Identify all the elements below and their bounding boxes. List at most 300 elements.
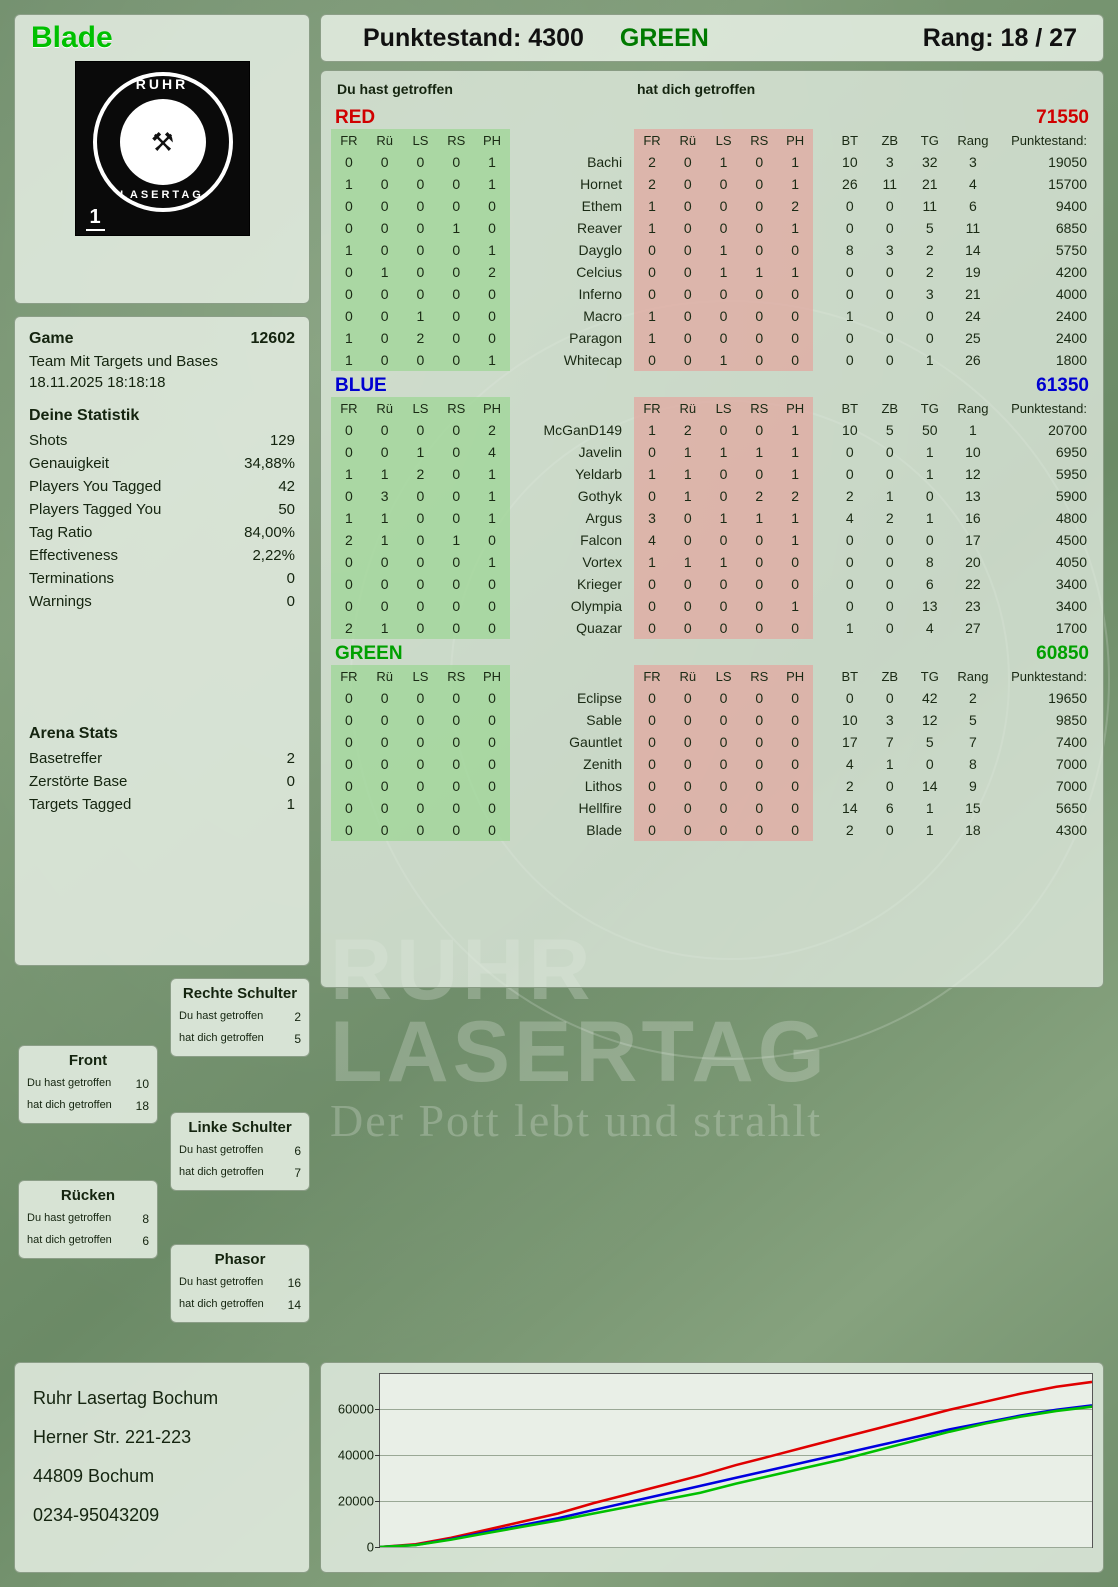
cell-bases-destroyed: 3 [885, 712, 894, 728]
cell-rank: 12 [965, 466, 981, 482]
game-mode: Team Mit Targets und Bases [29, 353, 218, 370]
player-name[interactable]: Lithos [584, 778, 623, 794]
cell-basehits: 4 [845, 756, 854, 772]
player-name[interactable]: Blade [586, 822, 623, 838]
player-name[interactable]: Yeldarb [575, 466, 623, 482]
table-row[interactable] [331, 305, 1093, 327]
cell-points: 6850 [1055, 220, 1087, 236]
player-name[interactable]: Vortex [582, 554, 623, 570]
cell-points: 7000 [1055, 778, 1087, 794]
zone-hit-label: Du hast getroffen [179, 1010, 264, 1022]
table-row[interactable] [331, 283, 1093, 305]
cell-targets: 1 [925, 466, 934, 482]
table-row[interactable] [331, 753, 1093, 775]
cell-tagged-you: 0 [777, 349, 813, 371]
cell-targets: 21 [922, 176, 938, 192]
cell-you-tagged: 1 [438, 529, 474, 551]
team-table-red [331, 129, 1093, 371]
cell-rank: 19 [965, 264, 981, 280]
cell-basehits: 14 [842, 800, 858, 816]
chart-ytick-label: 40000 [337, 1447, 374, 1463]
cell-you-tagged: 0 [403, 507, 439, 529]
cell-gap [813, 687, 830, 709]
zone-hit-value: 6 [294, 1144, 301, 1158]
hit-zone-back [18, 1180, 158, 1259]
stat-row [29, 498, 295, 521]
cell-tagged-you: 1 [706, 441, 742, 463]
stat-row [29, 475, 295, 498]
zone-got-value: 7 [294, 1166, 301, 1180]
cell-tagged-you: 0 [634, 753, 670, 775]
chart-ytick-label: 0 [366, 1539, 374, 1555]
cell-tagged-you: 0 [670, 687, 706, 709]
cell-targets: 1 [925, 800, 934, 816]
zone-title: Phasor [214, 1251, 266, 1268]
table-row[interactable] [331, 217, 1093, 239]
cell-bases-destroyed: 1 [885, 488, 894, 504]
cell-targets: 1 [925, 510, 934, 526]
table-row[interactable] [331, 797, 1093, 819]
cell-tagged-you: 1 [706, 151, 742, 173]
cell-you-tagged: 0 [438, 283, 474, 305]
cell-gap [813, 419, 830, 441]
cell-tagged-you: 0 [741, 731, 777, 753]
cell-you-tagged: 0 [403, 731, 439, 753]
player-name[interactable]: Argus [585, 510, 623, 526]
cell-basehits: 26 [842, 176, 858, 192]
cell-points: 4200 [1055, 264, 1087, 280]
cell-points: 20700 [1048, 422, 1087, 438]
col-header-right-LS: LS [706, 397, 742, 419]
cell-you-tagged: 2 [403, 327, 439, 349]
cell-tagged-you: 0 [706, 173, 742, 195]
col-header-name [510, 665, 634, 687]
table-row[interactable] [331, 151, 1093, 173]
table-row[interactable] [331, 261, 1093, 283]
cell-you-tagged: 0 [403, 595, 439, 617]
cell-basehits: 4 [845, 510, 854, 526]
cell-tagged-you: 0 [741, 327, 777, 349]
cell-you-tagged: 0 [331, 551, 367, 573]
cell-bases-destroyed: 0 [885, 466, 894, 482]
cell-tagged-you: 0 [670, 305, 706, 327]
cell-bases-destroyed: 0 [885, 330, 894, 346]
player-name[interactable]: Macro [583, 308, 623, 324]
cell-tagged-you: 2 [741, 485, 777, 507]
cell-points: 4800 [1055, 510, 1087, 526]
team-table-blue [331, 397, 1093, 639]
cell-tagged-you: 0 [777, 283, 813, 305]
cell-tagged-you: 0 [706, 753, 742, 775]
cell-targets: 4 [925, 620, 934, 636]
cell-tagged-you: 2 [670, 419, 706, 441]
cell-tagged-you: 0 [634, 441, 670, 463]
table-row[interactable] [331, 731, 1093, 753]
cell-tagged-you: 0 [634, 283, 670, 305]
cell-targets: 6 [925, 576, 934, 592]
cell-tagged-you: 0 [670, 239, 706, 261]
col-header-ZB: ZB [881, 132, 899, 148]
table-row[interactable] [331, 709, 1093, 731]
zone-got-value: 18 [135, 1099, 149, 1113]
cell-you-tagged: 1 [403, 305, 439, 327]
cell-you-tagged: 0 [403, 151, 439, 173]
cell-you-tagged: 0 [438, 239, 474, 261]
cell-rank: 6 [969, 198, 977, 214]
cell-tagged-you: 0 [741, 239, 777, 261]
cell-rank: 2 [969, 690, 977, 706]
cell-you-tagged: 0 [403, 529, 439, 551]
cell-tagged-you: 1 [634, 419, 670, 441]
player-name[interactable]: Hornet [580, 176, 623, 192]
cell-tagged-you: 0 [741, 595, 777, 617]
cell-you-tagged: 0 [474, 797, 510, 819]
cell-tagged-you: 0 [634, 819, 670, 841]
cell-you-tagged: 0 [367, 217, 403, 239]
cell-you-tagged: 0 [403, 349, 439, 371]
cell-basehits: 10 [842, 154, 858, 170]
stat-label: Effectiveness [29, 547, 118, 564]
cell-tagged-you: 0 [634, 595, 670, 617]
player-name[interactable]: Gothyk [577, 488, 623, 504]
cell-rank: 13 [965, 488, 981, 504]
table-row[interactable] [331, 419, 1093, 441]
player-name[interactable]: Gauntlet [569, 734, 623, 750]
cell-rank: 3 [969, 154, 977, 170]
cell-gap [813, 529, 830, 551]
table-row[interactable] [331, 485, 1093, 507]
player-name[interactable]: Paragon [569, 330, 623, 346]
team-header-red [331, 103, 1093, 129]
cell-you-tagged: 0 [367, 349, 403, 371]
game-id: 12602 [250, 330, 295, 347]
cell-you-tagged: 0 [403, 551, 439, 573]
cell-points: 7400 [1055, 734, 1087, 750]
cell-bases-destroyed: 0 [885, 822, 894, 838]
cell-basehits: 8 [845, 242, 854, 258]
cell-you-tagged: 1 [331, 239, 367, 261]
cell-tagged-you: 0 [741, 529, 777, 551]
cell-tagged-you: 1 [670, 463, 706, 485]
cell-tagged-you: 0 [706, 617, 742, 639]
cell-you-tagged: 0 [403, 753, 439, 775]
table-row[interactable] [331, 195, 1093, 217]
cell-rank: 17 [965, 532, 981, 548]
cell-you-tagged: 1 [474, 239, 510, 261]
hit-zone-left-shoulder [170, 1112, 310, 1191]
cell-basehits: 2 [845, 778, 854, 794]
zone-hit-label: Du hast getroffen [179, 1144, 264, 1156]
cell-you-tagged: 0 [331, 573, 367, 595]
cell-you-tagged: 0 [367, 441, 403, 463]
stat-value: 34,88% [244, 455, 295, 472]
cell-basehits: 0 [845, 576, 854, 592]
cell-bases-destroyed: 11 [882, 176, 898, 192]
table-row[interactable] [331, 463, 1093, 485]
cell-you-tagged: 0 [474, 327, 510, 349]
zone-got-label: hat dich getroffen [179, 1298, 264, 1310]
cell-bases-destroyed: 2 [885, 510, 894, 526]
cell-tagged-you: 0 [777, 819, 813, 841]
cell-points: 5950 [1055, 466, 1087, 482]
cell-targets: 0 [925, 756, 934, 772]
game-datetime: 18.11.2025 18:18:18 [29, 374, 166, 391]
watermark-line3: Der Pott lebt und strahlt [330, 1095, 823, 1147]
cell-tagged-you: 1 [634, 551, 670, 573]
cell-tagged-you: 0 [741, 551, 777, 573]
cell-gap [813, 595, 830, 617]
cell-tagged-you: 0 [706, 819, 742, 841]
cell-basehits: 0 [845, 444, 854, 460]
cell-basehits: 17 [842, 734, 858, 750]
cell-tagged-you: 0 [670, 753, 706, 775]
cell-you-tagged: 2 [474, 419, 510, 441]
table-row[interactable] [331, 173, 1093, 195]
player-name[interactable]: Hellfire [578, 800, 623, 816]
cell-you-tagged: 0 [367, 709, 403, 731]
col-gap [813, 129, 830, 151]
cell-tagged-you: 2 [777, 195, 813, 217]
player-name[interactable]: Zenith [583, 756, 623, 772]
cell-you-tagged: 0 [438, 463, 474, 485]
cell-targets: 3 [925, 286, 934, 302]
cell-you-tagged: 0 [438, 485, 474, 507]
cell-tagged-you: 0 [741, 709, 777, 731]
zone-got-label: hat dich getroffen [179, 1166, 264, 1178]
cell-gap [813, 551, 830, 573]
cell-tagged-you: 1 [777, 151, 813, 173]
zone-hit-value: 16 [287, 1276, 301, 1290]
cell-you-tagged: 1 [367, 463, 403, 485]
col-header-Rang: Rang [957, 668, 989, 684]
player-name[interactable]: Whitecap [563, 352, 623, 368]
cell-rank: 9 [969, 778, 977, 794]
table-header-row [331, 397, 1093, 419]
cell-tagged-you: 1 [706, 349, 742, 371]
cell-tagged-you: 0 [777, 573, 813, 595]
cell-you-tagged: 0 [367, 239, 403, 261]
cell-you-tagged: 0 [474, 195, 510, 217]
cell-targets: 50 [922, 422, 938, 438]
table-row[interactable] [331, 507, 1093, 529]
cell-bases-destroyed: 0 [885, 620, 894, 636]
cell-you-tagged: 1 [403, 441, 439, 463]
you-tagged-header: Du hast getroffen [337, 81, 453, 97]
zone-title: Front [68, 1052, 108, 1069]
table-row[interactable] [331, 551, 1093, 573]
cell-tagged-you: 0 [634, 573, 670, 595]
cell-gap [813, 327, 830, 349]
cell-points: 5650 [1055, 800, 1087, 816]
cell-tagged-you: 0 [741, 419, 777, 441]
arena-value: 2 [286, 750, 295, 767]
table-row[interactable] [331, 617, 1093, 639]
cell-you-tagged: 0 [331, 305, 367, 327]
cell-tagged-you: 1 [670, 441, 706, 463]
player-name[interactable]: Inferno [578, 286, 623, 302]
cell-you-tagged: 0 [438, 709, 474, 731]
cell-tagged-you: 0 [706, 327, 742, 349]
cell-tagged-you: 0 [777, 551, 813, 573]
cell-you-tagged: 0 [403, 709, 439, 731]
cell-rank: 8 [969, 756, 977, 772]
address-line-2: Herner Str. 221-223 [33, 1427, 192, 1447]
player-name[interactable]: Celcius [576, 264, 623, 280]
cell-you-tagged: 0 [331, 283, 367, 305]
cell-targets: 8 [925, 554, 934, 570]
player-name[interactable]: Krieger [576, 576, 623, 592]
cell-targets: 0 [925, 308, 934, 324]
team-name: RED [335, 107, 376, 128]
scoreboard-panel [320, 70, 1104, 988]
table-row[interactable] [331, 595, 1093, 617]
cell-gap [813, 819, 830, 841]
cell-you-tagged: 0 [331, 195, 367, 217]
team-total-score: 60850 [1036, 643, 1089, 664]
table-row[interactable] [331, 687, 1093, 709]
player-name[interactable]: Reaver [576, 220, 623, 236]
player-name[interactable]: Javelin [578, 444, 623, 460]
col-header-right-PH: PH [777, 665, 813, 687]
cell-gap [813, 507, 830, 529]
cell-rank: 10 [965, 444, 981, 460]
cell-you-tagged: 0 [403, 819, 439, 841]
cell-you-tagged: 0 [367, 797, 403, 819]
col-header-left-Rü: Rü [367, 129, 403, 151]
cell-you-tagged: 0 [403, 217, 439, 239]
stat-value: 84,00% [244, 524, 295, 541]
cell-you-tagged: 0 [474, 305, 510, 327]
cell-bases-destroyed: 6 [885, 800, 894, 816]
cell-points: 19650 [1048, 690, 1087, 706]
table-row[interactable] [331, 573, 1093, 595]
table-row[interactable] [331, 819, 1093, 841]
cell-targets: 5 [925, 220, 934, 236]
cell-rank: 25 [965, 330, 981, 346]
cell-tagged-you: 0 [706, 573, 742, 595]
stat-label: Shots [29, 432, 68, 449]
cell-you-tagged: 0 [438, 349, 474, 371]
team-badge: GREEN [619, 23, 709, 52]
cell-you-tagged: 0 [438, 173, 474, 195]
teams-container [331, 103, 1093, 841]
cell-tagged-you: 1 [670, 485, 706, 507]
cell-you-tagged: 0 [438, 419, 474, 441]
cell-you-tagged: 4 [474, 441, 510, 463]
cell-rank: 21 [965, 286, 981, 302]
chart-gridline [380, 1547, 1092, 1548]
cell-tagged-you: 1 [706, 239, 742, 261]
player-name[interactable]: Quazar [576, 620, 623, 636]
cell-rank: 11 [965, 220, 981, 236]
cell-points: 4050 [1055, 554, 1087, 570]
cell-tagged-you: 1 [706, 551, 742, 573]
col-header-left-LS: LS [403, 665, 439, 687]
stat-value: 0 [286, 593, 295, 610]
cell-targets: 32 [922, 154, 938, 170]
cell-tagged-you: 0 [741, 617, 777, 639]
col-header-points: Punktestand: [1011, 400, 1087, 416]
cell-tagged-you: 2 [777, 485, 813, 507]
col-header-TG: TG [920, 132, 939, 148]
cell-tagged-you: 0 [706, 419, 742, 441]
player-name[interactable]: Sable [586, 712, 623, 728]
cell-rank: 27 [965, 620, 981, 636]
table-row[interactable] [331, 775, 1093, 797]
cell-gap [813, 441, 830, 463]
address-line-1: Ruhr Lasertag Bochum [33, 1388, 219, 1408]
cell-tagged-you: 1 [777, 217, 813, 239]
player-name[interactable]: Olympia [570, 598, 623, 614]
cell-you-tagged: 0 [403, 195, 439, 217]
cell-tagged-you: 0 [741, 753, 777, 775]
cell-bases-destroyed: 7 [885, 734, 894, 750]
cell-gap [813, 617, 830, 639]
cell-rank: 20 [965, 554, 981, 570]
cell-bases-destroyed: 0 [885, 286, 894, 302]
watermark-line2: LASERTAG [330, 1003, 829, 1100]
cell-basehits: 0 [845, 532, 854, 548]
score-value: Punktestand: 4300 [363, 23, 584, 52]
cell-tagged-you: 0 [670, 261, 706, 283]
arena-row [29, 747, 295, 770]
arena-row [29, 770, 295, 793]
col-header-left-LS: LS [403, 397, 439, 419]
cell-targets: 1 [925, 822, 934, 838]
arena-row [29, 793, 295, 816]
col-header-right-RS: RS [741, 129, 777, 151]
cell-you-tagged: 0 [474, 217, 510, 239]
stat-value: 50 [278, 501, 295, 518]
cell-bases-destroyed: 0 [885, 690, 894, 706]
table-row[interactable] [331, 239, 1093, 261]
cell-tagged-you: 2 [634, 151, 670, 173]
cell-gap [813, 573, 830, 595]
cell-tagged-you: 1 [777, 529, 813, 551]
stat-row [29, 429, 295, 452]
player-name[interactable]: Ethem [581, 198, 623, 214]
col-header-right-Rü: Rü [670, 665, 706, 687]
cell-tagged-you: 0 [670, 217, 706, 239]
cell-you-tagged: 0 [438, 687, 474, 709]
cell-you-tagged: 1 [438, 217, 474, 239]
cell-you-tagged: 0 [331, 151, 367, 173]
cell-you-tagged: 0 [331, 797, 367, 819]
cell-you-tagged: 0 [474, 709, 510, 731]
player-name[interactable]: Eclipse [576, 690, 623, 706]
zone-hit-value: 8 [142, 1212, 149, 1226]
cell-tagged-you: 0 [634, 797, 670, 819]
player-name[interactable]: Dayglo [578, 242, 623, 258]
table-row[interactable] [331, 441, 1093, 463]
table-row[interactable] [331, 327, 1093, 349]
table-row[interactable] [331, 529, 1093, 551]
cell-gap [813, 775, 830, 797]
cell-you-tagged: 2 [474, 261, 510, 283]
table-row[interactable] [331, 349, 1093, 371]
player-name[interactable]: McGanD149 [543, 422, 623, 438]
cell-you-tagged: 1 [331, 327, 367, 349]
col-header-BT: BT [841, 132, 859, 148]
hit-zone-phasor [170, 1244, 310, 1323]
cell-tagged-you: 1 [706, 507, 742, 529]
player-name[interactable]: Falcon [580, 532, 623, 548]
cell-you-tagged: 0 [331, 261, 367, 283]
cell-tagged-you: 4 [634, 529, 670, 551]
cell-you-tagged: 1 [367, 261, 403, 283]
player-name[interactable]: Bachi [587, 154, 623, 170]
address-phone: 0234-95043209 [33, 1505, 160, 1525]
